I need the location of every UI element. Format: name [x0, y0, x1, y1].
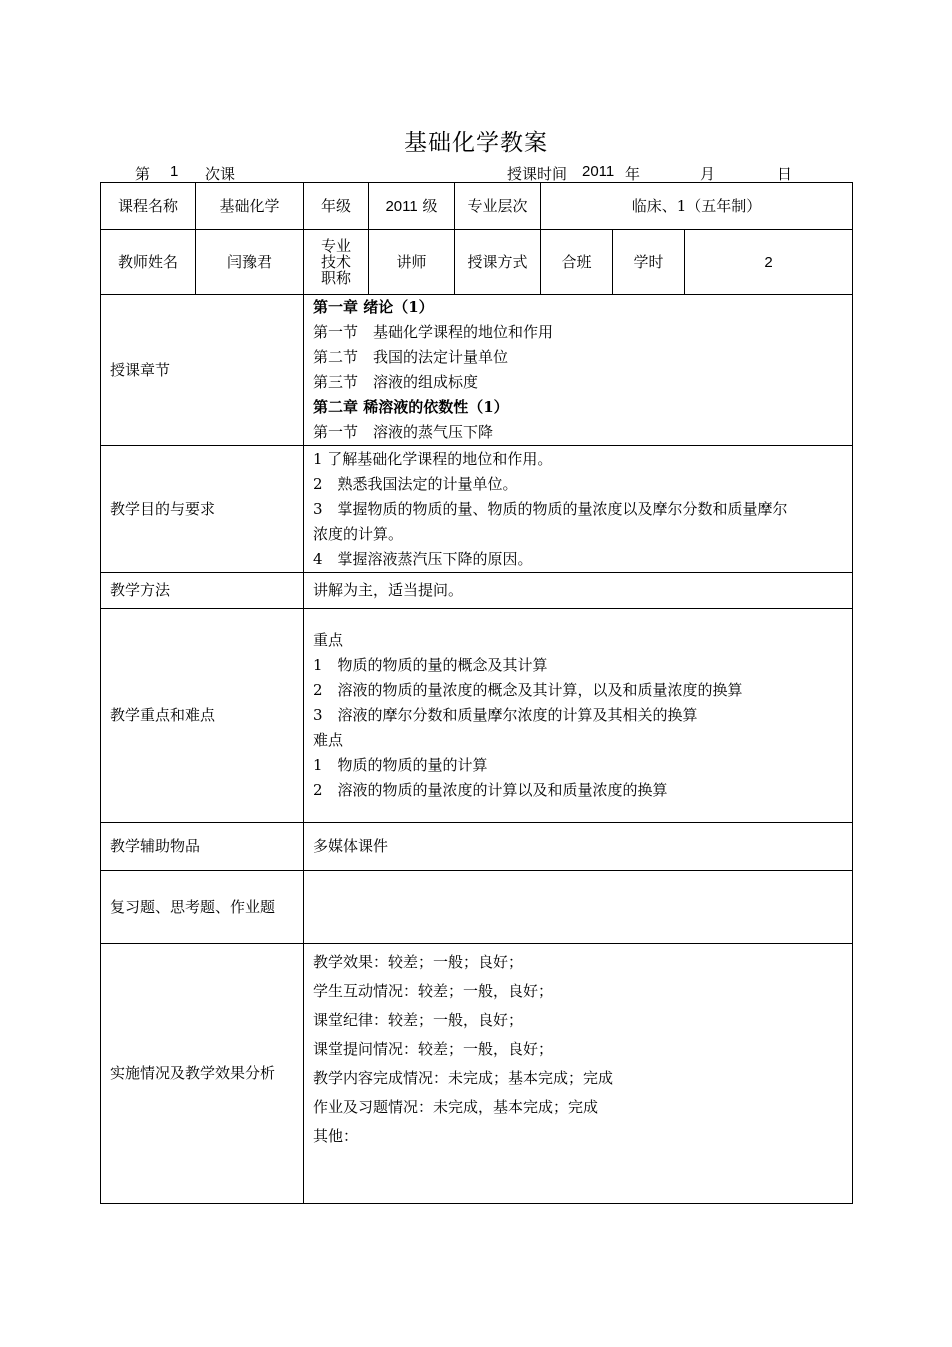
- course-name-value: 基础化学: [196, 183, 304, 230]
- chapter-heading: 第二章 稀溶液的依数性（1）: [313, 398, 509, 416]
- row-course: [101, 183, 853, 230]
- row-methods: [101, 573, 853, 609]
- aids-value: 多媒体课件: [304, 823, 853, 871]
- year-value: 2011: [582, 163, 615, 180]
- analysis-content: [304, 944, 853, 1204]
- section-line: 第二节 我国的法定计量单位: [313, 348, 509, 366]
- lesson-plan-table: [100, 182, 853, 1204]
- document-title: 基础化学教案: [404, 130, 548, 156]
- analysis-line: 教学内容完成情况：未完成；基本完成；完成: [313, 1069, 614, 1087]
- objective-line: 2 熟悉我国法定的计量单位。: [313, 474, 518, 493]
- professional-title-value: 讲师: [369, 230, 455, 295]
- course-name-label: 课程名称: [101, 183, 196, 230]
- objective-line: 浓度的计算。: [313, 524, 404, 543]
- objectives-content: [304, 446, 853, 573]
- key-point-line: 1 物质的物质的量的概念及其计算: [313, 656, 548, 674]
- objective-line: 3 掌握物质的物质的量、物质的物质的量浓度以及摩尔分数和质量摩尔: [313, 499, 788, 518]
- key-point-line: 重点: [313, 631, 344, 649]
- grade-number: 2011: [385, 197, 418, 215]
- key-point-line: 难点: [313, 731, 344, 749]
- section-line: 第一节 基础化学课程的地位和作用: [313, 323, 554, 341]
- level-label: 专业层次: [455, 183, 541, 230]
- year-unit: 年: [625, 165, 641, 183]
- analysis-line: 课堂纪律：较差；一般，良好；: [313, 1011, 524, 1029]
- methods-value: 讲解为主，适当提问。: [304, 573, 853, 609]
- analysis-line: 其他：: [313, 1127, 359, 1145]
- teaching-method-label: 授课方式: [455, 230, 541, 295]
- grade-label: 年级: [304, 183, 369, 230]
- grade-value: [369, 183, 455, 230]
- objective-line: 4 掌握溶液蒸汽压下降的原因。: [313, 549, 533, 568]
- row-teacher: [101, 230, 853, 295]
- chapter-heading: 第一章 绪论（1）: [313, 298, 434, 316]
- chapters-label: 授课章节: [101, 295, 304, 446]
- row-objectives: [101, 446, 853, 573]
- teaching-method-value: 合班: [541, 230, 613, 295]
- row-review: [101, 871, 853, 944]
- row-analysis: [101, 944, 853, 1204]
- row-aids: [101, 823, 853, 871]
- review-value: [304, 871, 853, 944]
- analysis-line: 作业及习题情况：未完成，基本完成；完成: [313, 1098, 599, 1116]
- row-key-points: [101, 609, 853, 823]
- objective-line: 1 了解基础化学课程的地位和作用。: [313, 449, 553, 468]
- review-label: 复习题、思考题、作业题: [101, 871, 304, 944]
- methods-label: 教学方法: [101, 573, 304, 609]
- professional-title-label: [304, 230, 369, 295]
- day-label: 日: [777, 165, 793, 183]
- lesson-prefix: 第: [135, 165, 151, 183]
- section-line: 第一节 溶液的蒸气压下降: [313, 423, 494, 441]
- lesson-number: 1: [170, 163, 179, 180]
- key-point-line: 2 溶液的物质的量浓度的计算以及和质量浓度的换算: [313, 781, 668, 799]
- key-point-line: 3 溶液的摩尔分数和质量摩尔浓度的计算及其相关的换算: [313, 706, 698, 724]
- title-label-line: 技术: [320, 253, 351, 271]
- title-label-line: 专业: [320, 237, 351, 255]
- key-points-label: 教学重点和难点: [101, 609, 304, 823]
- section-line: 第三节 溶液的组成标度: [313, 373, 479, 391]
- chapters-content: [304, 295, 853, 446]
- month-label: 月: [700, 165, 716, 183]
- analysis-line: 教学效果：较差；一般；良好；: [313, 953, 524, 971]
- row-chapters: [101, 295, 853, 446]
- time-label: 授课时间: [507, 165, 568, 183]
- hours-value: 2: [685, 230, 853, 295]
- analysis-label: 实施情况及教学效果分析: [101, 944, 304, 1204]
- key-point-line: 1 物质的物质的量的计算: [313, 756, 488, 774]
- hours-label: 学时: [613, 230, 685, 295]
- grade-unit: 级: [422, 196, 438, 215]
- key-points-content: [304, 609, 853, 823]
- analysis-line: 学生互动情况：较差；一般，良好；: [313, 982, 554, 1000]
- analysis-line: 课堂提问情况：较差；一般，良好；: [313, 1040, 554, 1058]
- objectives-label: 教学目的与要求: [101, 446, 304, 573]
- level-value: 临床、1（五年制）: [541, 183, 853, 230]
- aids-label: 教学辅助物品: [101, 823, 304, 871]
- teacher-name-label: 教师姓名: [101, 230, 196, 295]
- title-label-line: 职称: [320, 269, 351, 287]
- teacher-name-value: 闫豫君: [196, 230, 304, 295]
- lesson-suffix: 次课: [205, 165, 236, 183]
- key-point-line: 2 溶液的物质的量浓度的概念及其计算，以及和质量浓度的换算: [313, 681, 743, 699]
